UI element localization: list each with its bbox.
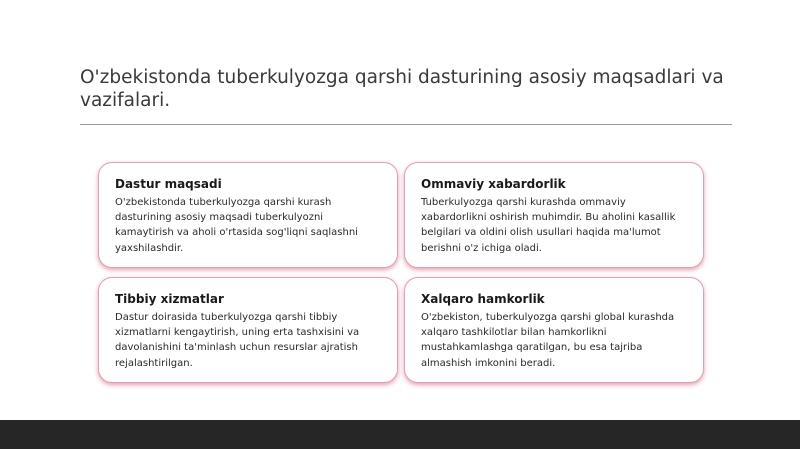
card-ommaviy-xabardorlik: [404, 162, 704, 268]
card-title: Dastur maqsadi: [115, 177, 222, 191]
card-dastur-maqsadi: [98, 162, 398, 268]
card-xalqaro-hamkorlik: [404, 277, 704, 383]
card-body: O'zbekiston, tuberkulyozga qarshi global kurashda xalqaro tashkilotlar bilan hamkorlikni mustahkamlashga qaratilgan, bu esa tajriba almashish imkonini beradi.: [421, 312, 675, 369]
card-body: Tuberkulyozga qarshi kurashda ommaviy xabardorlikni oshirish muhimdir. Bu aholini kasallik belgilari va oldini olish usullari haqida ma'lumot berishni o'z ichiga oladi.: [421, 197, 676, 254]
card-body: Dastur doirasida tuberkulyozga qarshi tibbiy xizmatlarni kengaytirish, uning erta tashxisini va davolanishini ta'minlash uchun resurslar ajratish rejalashtirilgan.: [115, 312, 360, 369]
card-title: Tibbiy xizmatlar: [115, 292, 224, 306]
footer-bar: [0, 420, 800, 449]
slide-title: O'zbekistonda tuberkulyozga qarshi dasturining asosiy maqsadlari va vazifalari.: [80, 67, 724, 111]
card-tibbiy-xizmatlar: [98, 277, 398, 383]
title-divider: [80, 124, 732, 125]
card-title: Xalqaro hamkorlik: [421, 292, 545, 306]
card-body: O'zbekistonda tuberkulyozga qarshi kurash dasturining asosiy maqsadi tuberkulyozni kamaytirish va aholi o'rtasida sog'liqni saqlashni yaxshilashdir.: [115, 197, 358, 254]
card-title: Ommaviy xabardorlik: [421, 177, 566, 191]
